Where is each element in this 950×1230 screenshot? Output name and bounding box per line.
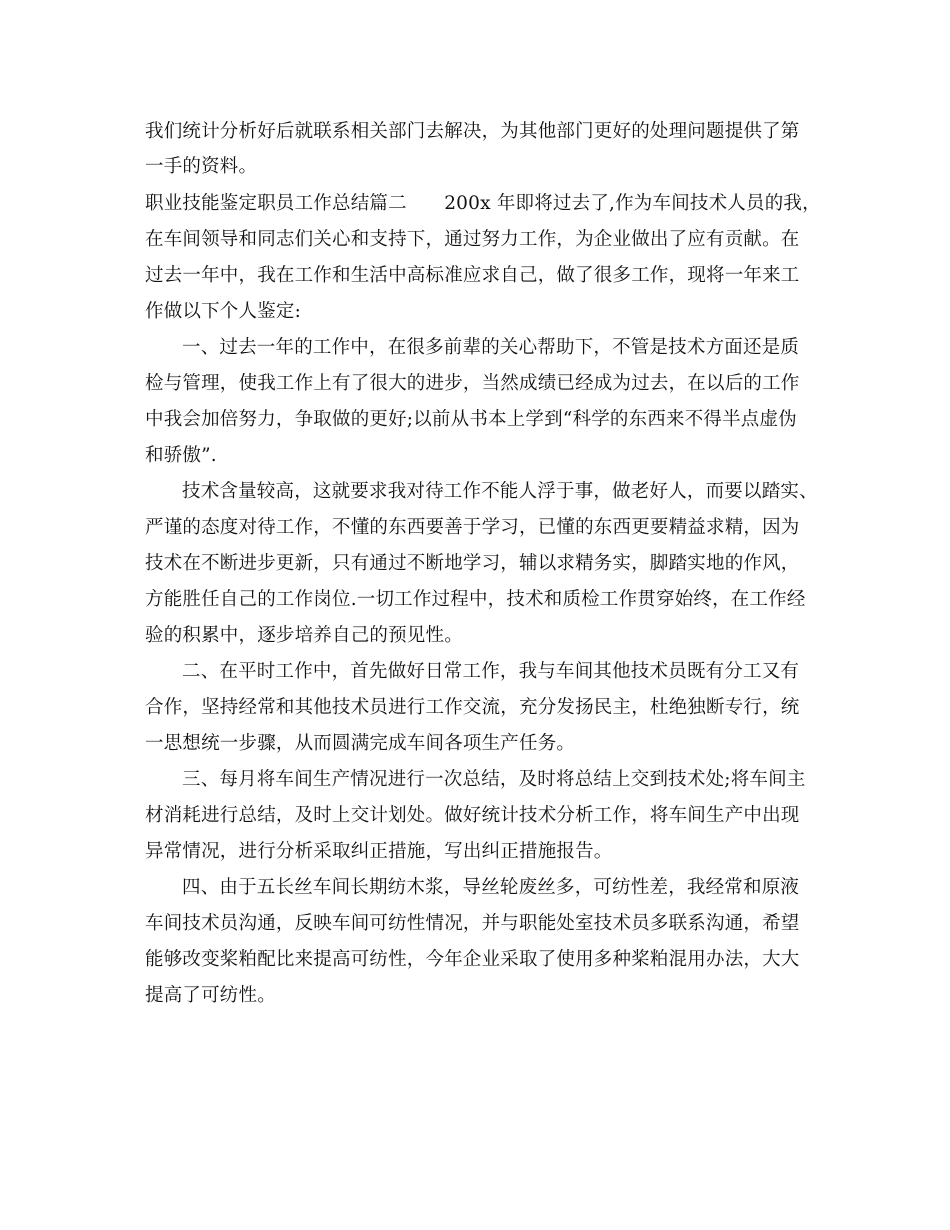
text-line: 过去一年中，我在工作和生活中高标准应求自己，做了很多工作，现将一年来工 <box>145 265 800 286</box>
text-line: 作做以下个人鉴定: <box>145 301 302 322</box>
paragraph-first-line: 技术含量较高，这就要求我对待工作不能人浮于事，做老好人，而要以踏实、 <box>182 481 818 502</box>
text-line: 能够改变桨粕配比来提高可纺性，今年企业采取了使用多种桨粕混用办法，大大 <box>145 949 800 970</box>
text-line: 异常情况，进行分析采取纠正措施，写出纠正措施报告。 <box>145 841 613 862</box>
paragraph-first-line: 一、过去一年的工作中，在很多前辈的关心帮助下，不管是技术方面还是质 <box>182 337 800 358</box>
text-line: 验的积累中，逐步培养自己的预见性。 <box>145 625 463 646</box>
text-line: 一手的资料。 <box>145 156 258 177</box>
text-line: 材消耗进行总结，及时上交计划处。做好统计技术分析工作，将车间生产中出现 <box>145 805 800 826</box>
text-line: 严谨的态度对待工作，不懂的东西要善于学习，已懂的东西更要精益求精，因为 <box>145 517 800 538</box>
text-line: 车间技术员沟通，反映车间可纺性情况，并与职能处室技术员多联系沟通，希望 <box>145 913 800 934</box>
text-line: 和骄傲”. <box>145 445 217 466</box>
text-line: 检与管理，使我工作上有了很大的进步，当然成绩已经成为过去，在以后的工作 <box>145 373 800 394</box>
section-heading-line: 职业技能鉴定职员工作总结篇二 200x 年即将过去了,作为车间技术人员的我， <box>145 193 821 214</box>
text-line: 合作，坚持经常和其他技术员进行工作交流，充分发扬民主，杜绝独断专行，统 <box>145 697 800 718</box>
text-line: 在车间领导和同志们关心和支持下，通过努力工作，为企业做出了应有贡献。在 <box>145 229 800 250</box>
text-line: 技术在不断进步更新，只有通过不断地学习，辅以求精务实，脚踏实地的作风， <box>145 553 800 574</box>
text-line: 我们统计分析好后就联系相关部门去解决，为其他部门更好的处理问题提供了第 <box>145 121 800 142</box>
text-line: 中我会加倍努力，争取做的更好;以前从书本上学到“科学的东西来不得半点虚伪 <box>145 409 797 430</box>
paragraph-first-line: 三、每月将车间生产情况进行一次总结，及时将总结上交到技术处;将车间主 <box>182 769 806 790</box>
text-line: 方能胜任自己的工作岗位.一切工作过程中，技术和质检工作贯穿始终，在工作经 <box>145 589 806 610</box>
paragraph-first-line: 二、在平时工作中，首先做好日常工作，我与车间其他技术员既有分工又有 <box>182 661 800 682</box>
text-line: 提高了可纺性。 <box>145 985 276 1006</box>
paragraph-first-line: 四、由于五长丝车间长期纺木浆，导丝轮废丝多，可纺性差，我经常和原液 <box>182 877 800 898</box>
text-line: 一思想统一步骤，从而圆满完成车间各项生产任务。 <box>145 733 576 754</box>
